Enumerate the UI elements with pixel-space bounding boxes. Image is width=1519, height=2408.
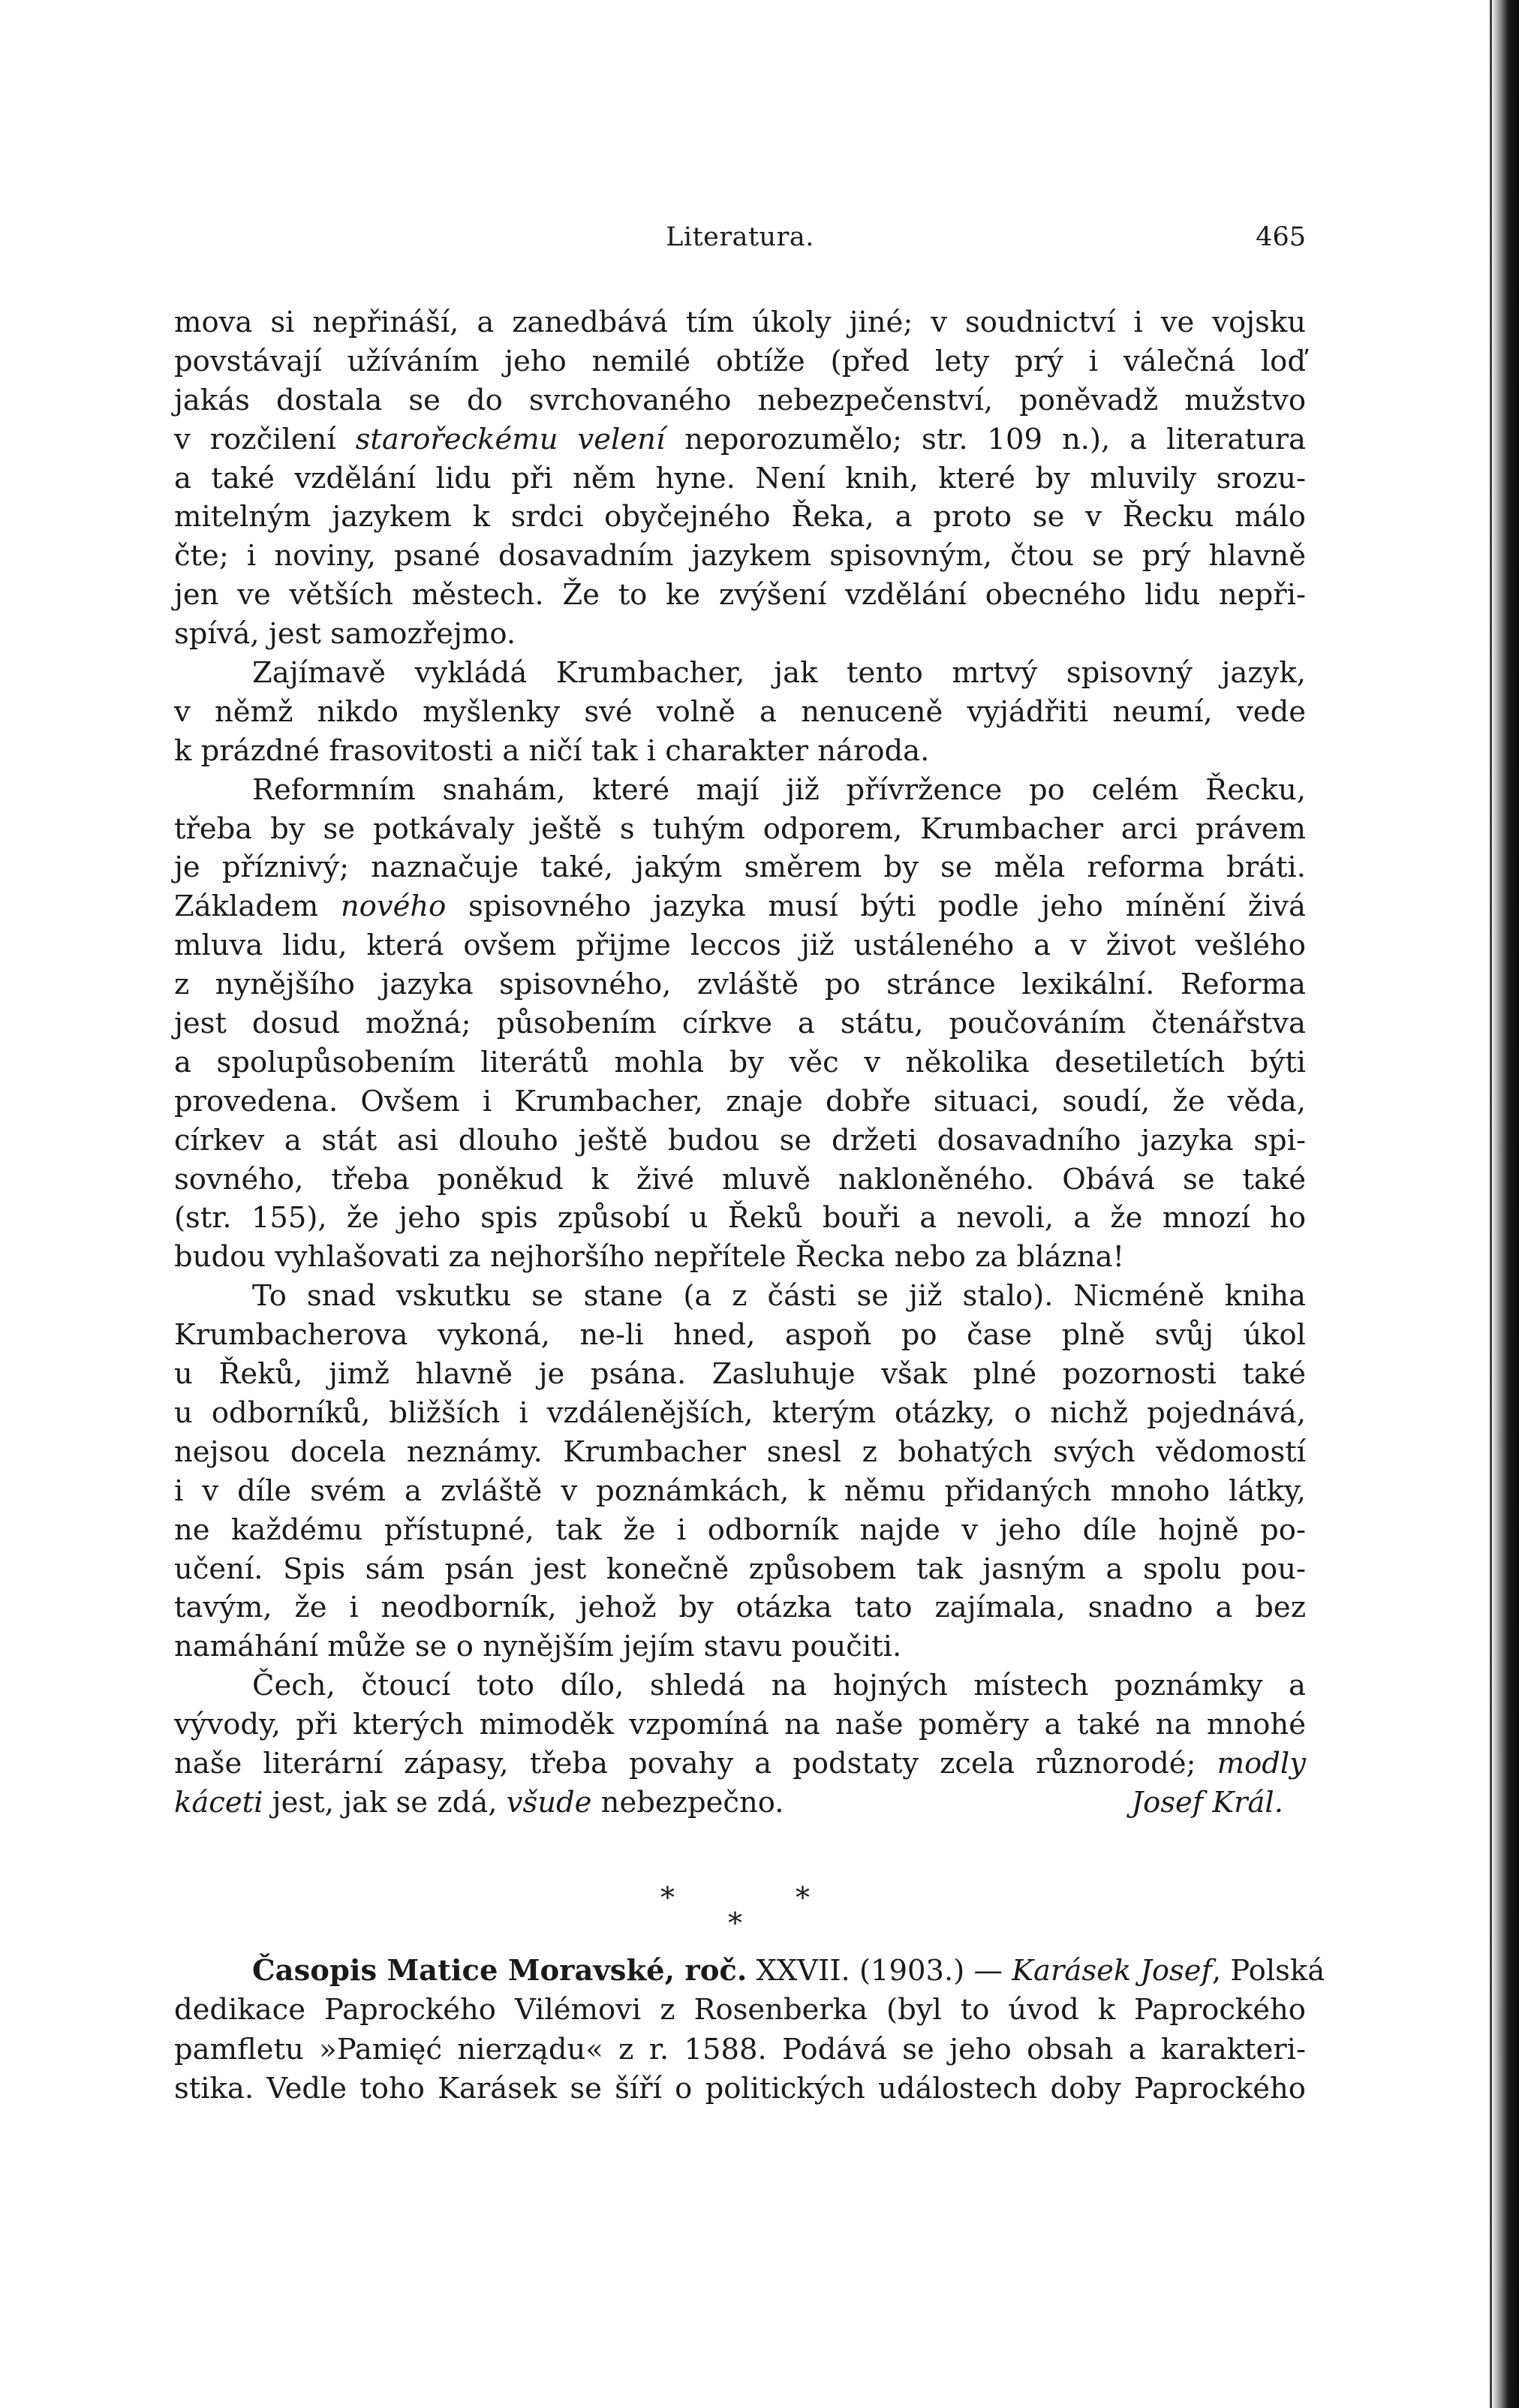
italic-phrase: starořeckému velení	[355, 422, 666, 456]
text-line: u odborníků, bližších i vzdálenějších, kterým otázky, o nichž pojednává,	[174, 1395, 1306, 1430]
text-line: u Řeků, jimž hlavně je psána. Zasluhuje však plné pozornosti také	[174, 1357, 1306, 1392]
text-line: i v díle svém a zvláště v poznámkách, k němu přidaných mnoho látky,	[174, 1473, 1306, 1508]
text-line: a také vzdělání lidu při něm hyne. Není knih, které by mluvily srozu-	[174, 461, 1306, 495]
text-segment: naše literární zápasy, třeba povahy a podstaty zcela různorodé;	[174, 1746, 1217, 1780]
volume-year: XXVII. (1903.) —	[747, 1954, 1012, 1988]
text-line: učení. Spis sám psán jest konečně způsobem tak jasným a spolu pou-	[174, 1552, 1306, 1586]
bibliography-entry	[174, 1952, 1325, 2109]
text-segment: spisovného jazyka musí býti podle jeho mínění živá	[446, 889, 1306, 924]
text-line: Čech, čtoucí toto dílo, shledá na hojných místech poznámky a	[252, 1669, 1306, 1703]
text-line	[174, 1744, 1306, 1783]
text-line: církev a stát asi dlouho ještě budou se držeti dosavadního jazyka spi-	[174, 1123, 1306, 1157]
running-header	[174, 222, 1306, 267]
text-line: z nynějšího jazyka spisovného, zvláště po stránce lexikální. Reforma	[174, 968, 1306, 1002]
text-segment: neporozumělo; str. 109 n.), a literatura	[665, 422, 1306, 456]
text-line: třeba by se potkávaly ještě s tuhým odporem, Krumbacher arci právem	[174, 811, 1306, 846]
text-line: ne každému přístupné, tak že i odborník najde v jeho díle hojně po-	[174, 1513, 1306, 1547]
text-line: Krumbacherova vykoná, ne-li hned, aspoň po čase plně svůj úkol	[174, 1318, 1306, 1353]
asterisk: *	[796, 1881, 810, 1914]
header-title: Literatura.	[666, 222, 814, 252]
text-line: mova si nepřináší, a zanedbává tím úkoly jiné; v soudnictví i ve vojsku	[174, 306, 1306, 339]
text-segment: nebezpečno.	[591, 1785, 784, 1820]
text-line: (str. 155), že jeho spis způsobí u Řeků bouři a nevoli, a že mnozí ho	[174, 1201, 1306, 1236]
text-line: jakás dostala se do svrchovaného nebezpečenství, poněvadž mužstvo	[174, 383, 1306, 417]
text-line: jest dosud možná; působením církve a státu, poučováním čtenářstva	[174, 1007, 1306, 1041]
text-line: To snad vskutku se stane (a z části se již stalo). Nicméně kniha	[252, 1279, 1306, 1314]
text-line: nejsou docela neznámy. Krumbacher snesl z bohatých svých vědomostí	[174, 1434, 1306, 1469]
text-segment: Základem	[174, 889, 341, 924]
text-segment: v rozčilení	[174, 422, 356, 456]
text-line: pamfletu »Pamięć nierządu« z r. 1588. Podává se jeho obsah a karakteri-	[174, 2032, 1306, 2066]
text-line: Reformním snahám, které mají již přívržence po celém Řecku,	[252, 772, 1306, 807]
text-line: a spolupůsobením literátů mohla by věc v několika desetiletích býti	[174, 1045, 1306, 1079]
text-line: povstávají užíváním jeho nemilé obtíže (před lety prý i válečná loď	[174, 344, 1306, 378]
text-segment: jest, jak se zdá,	[263, 1785, 507, 1820]
article-body	[174, 303, 1306, 1823]
page-number: 465	[1256, 222, 1306, 252]
text-line: budou vyhlašovati za nejhoršího nepřítele Řecka nebo za blázna!	[174, 1240, 1125, 1275]
text-segment: , Polská	[1211, 1954, 1325, 1988]
text-line: mitelným jazykem k srdci obyčejného Řeka, a proto se v Řecku málo	[174, 500, 1306, 534]
author-signature: Josef Král.	[1131, 1785, 1283, 1820]
text-line	[174, 1783, 1306, 1823]
text-line: Zajímavě vykládá Krumbacher, jak tento mrtvý spisovný jazyk,	[252, 656, 1306, 691]
section-separator	[645, 1881, 841, 1941]
italic-word: všude	[506, 1785, 592, 1820]
text-line: stika. Vedle toho Karásek se šíří o politických událostech doby Paprockého	[174, 2072, 1306, 2106]
text-line: v němž nikdo myšlenky své volně a nenuceně vyjádřiti neumí, vede	[174, 694, 1306, 729]
text-line: tavým, že i neodborník, jehož by otázka tato zajímala, snadno a bez	[174, 1591, 1306, 1625]
page-edge-shadow	[1492, 0, 1519, 2408]
text-line: sovného, třeba poněkud k živé mluvě nakloněného. Obává se také	[174, 1162, 1306, 1196]
asterisk: *	[728, 1907, 742, 1940]
italic-word: nového	[340, 889, 447, 924]
text-line: dedikace Paprockého Vilémovi z Rosenberka (byl to úvod k Paprockého	[174, 1993, 1306, 2027]
text-line: je příznivý; naznačuje také, jakým směrem by se měla reforma bráti.	[174, 850, 1306, 885]
text-line	[174, 1952, 1325, 1991]
article-author: Karásek Josef	[1012, 1954, 1212, 1988]
text-line: jen ve větších městech. Že to ke zvýšení vzdělání obecného lidu nepři-	[174, 578, 1306, 613]
text-line: namáhání může se o nynějším jejím stavu poučiti.	[174, 1630, 902, 1664]
italic-word: modly	[1217, 1746, 1306, 1780]
text-line	[174, 420, 1306, 459]
text-line: mluva lidu, která ovšem přijme leccos již ustáleného a v život vešlého	[174, 929, 1306, 963]
text-line: vývody, při kterých mimoděk vzpomíná na naše poměry a také na mnohé	[174, 1708, 1306, 1742]
text-line: provedena. Ovšem i Krumbacher, znaje dobře situaci, soudí, že věda,	[174, 1084, 1306, 1118]
text-line: čte; i noviny, psané dosavadním jazykem spisovným, čtou se prý hlavně	[174, 539, 1306, 573]
text-line: k prázdné frasovitosti a ničí tak i charakter národa.	[174, 733, 930, 768]
asterisk: *	[660, 1881, 675, 1914]
text-line	[174, 887, 1306, 926]
italic-word: káceti	[174, 1785, 263, 1820]
text-line: spívá, jest samozřejmo.	[174, 617, 516, 652]
journal-title: Časopis Matice Moravské, roč.	[252, 1954, 747, 1988]
